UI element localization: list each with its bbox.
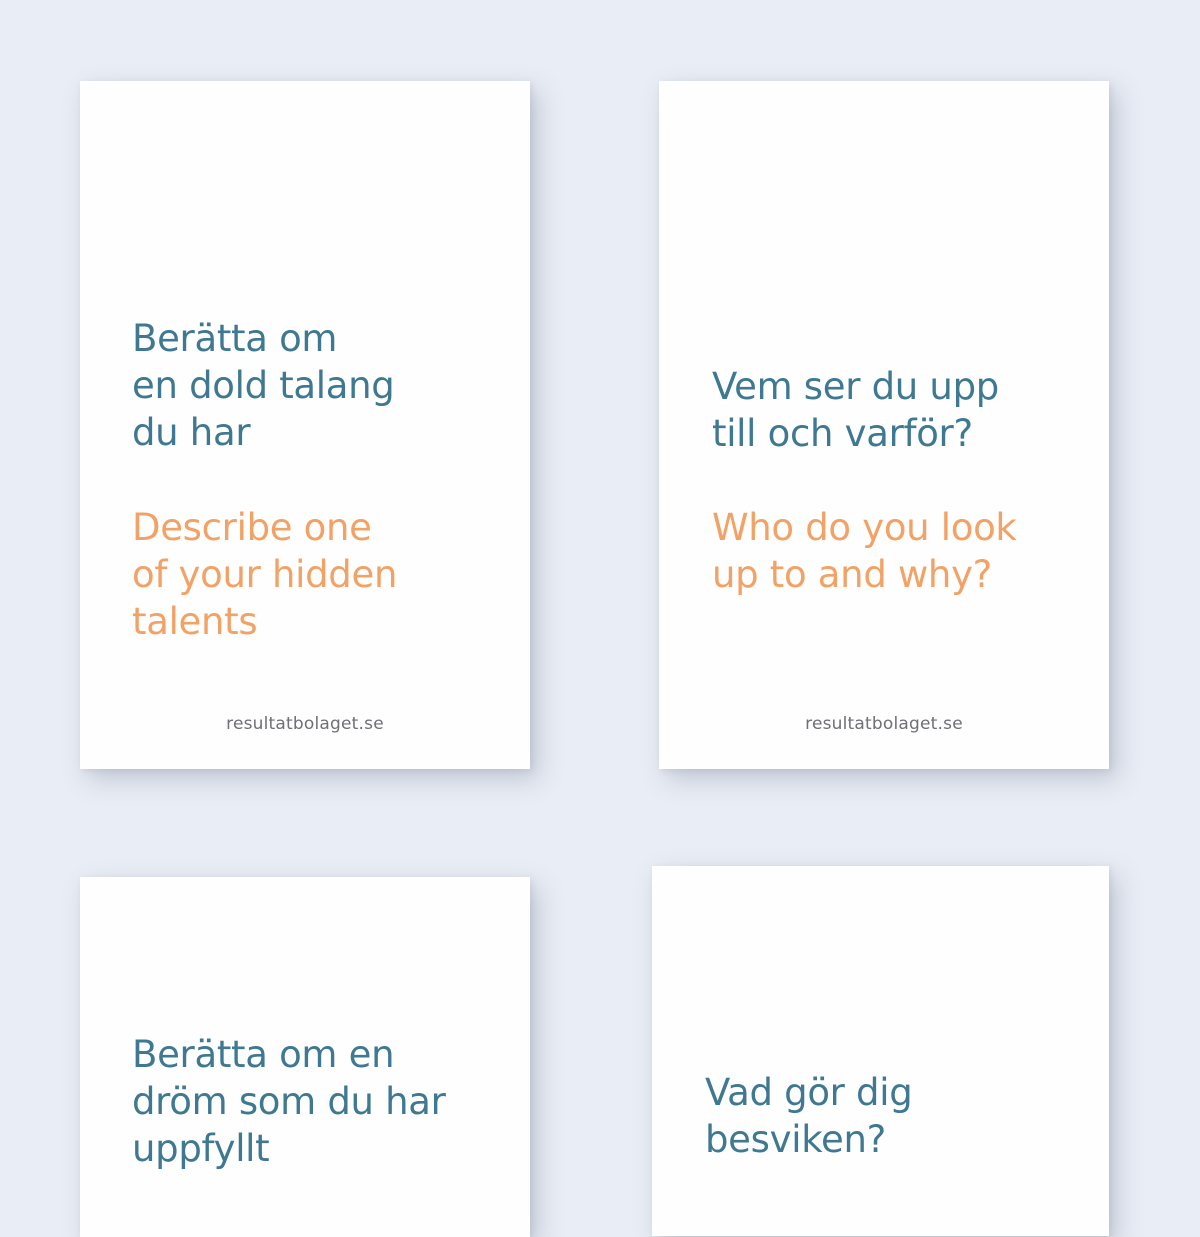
card-question-english: Who do you look up to and why? <box>712 506 1017 596</box>
card-question-swedish: Berätta om en dold talang du har <box>132 317 395 454</box>
question-card-disappointed <box>652 866 1109 1236</box>
card-question-swedish: Vad gör dig besviken? <box>705 1071 913 1161</box>
card-question-english: Describe one of your hidden talents <box>132 506 398 643</box>
card-website-label: resultatbolaget.se <box>226 714 384 734</box>
card-question-swedish: Vem ser du upp till och varför? <box>712 365 999 455</box>
card-website-label: resultatbolaget.se <box>805 714 963 734</box>
question-card-dream-fulfilled <box>80 877 530 1237</box>
question-card-look-up-to <box>659 81 1109 769</box>
card-question-swedish: Berätta om en dröm som du har uppfyllt <box>132 1033 446 1170</box>
question-card-hidden-talent <box>80 81 530 769</box>
